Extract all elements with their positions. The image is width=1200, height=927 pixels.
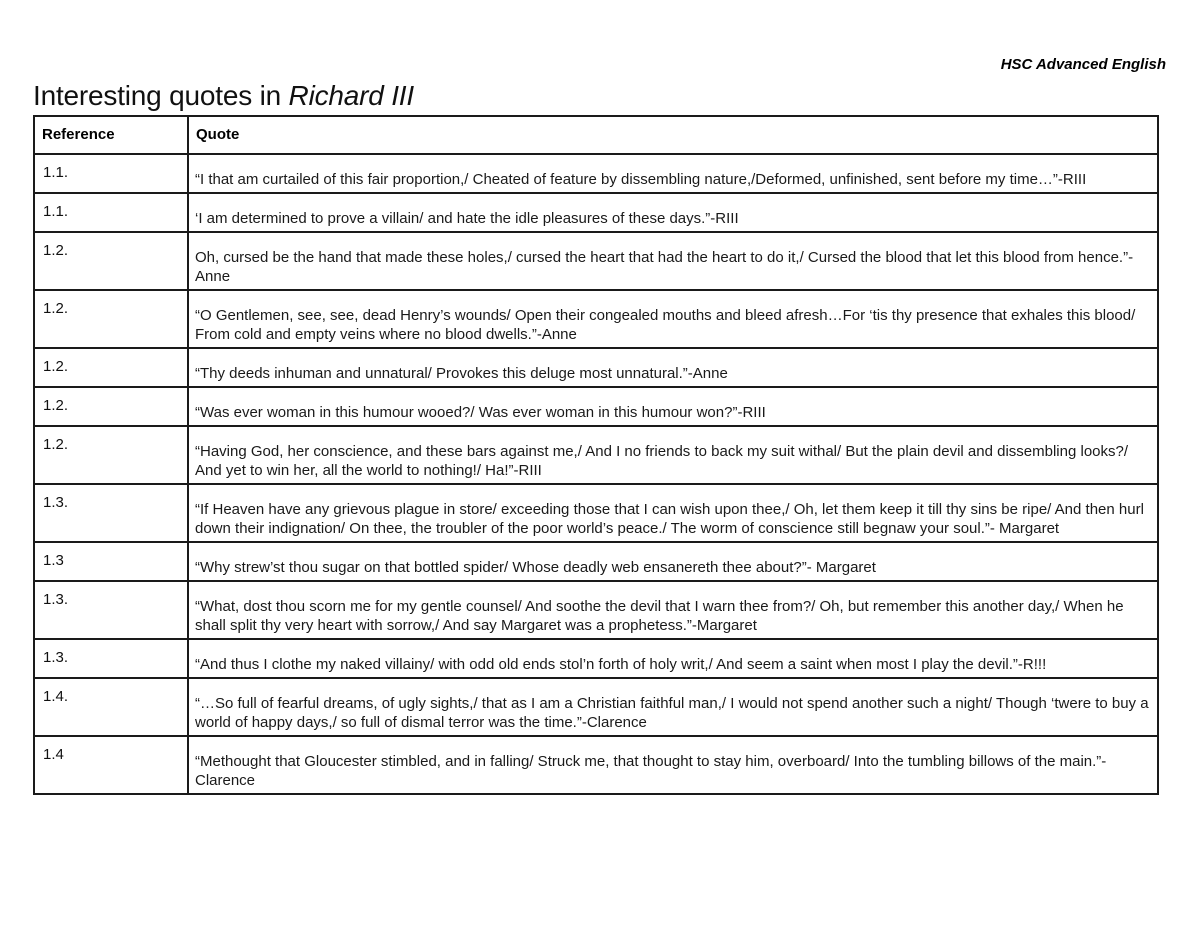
quote-column-header: Quote (188, 116, 1158, 154)
quote-cell: “…So full of fearful dreams, of ugly sights,/ that as I am a Christian faithful man,/ I would not spend another such a night/ Though ‘twere to buy a world of happy days,/ so full of dismal terror was the time.”-Clarence (188, 678, 1158, 736)
title-play-name: Richard III (288, 80, 414, 111)
reference-cell: 1.2. (34, 387, 188, 426)
reference-cell: 1.3 (34, 542, 188, 581)
reference-cell: 1.2. (34, 348, 188, 387)
reference-cell: 1.3. (34, 484, 188, 542)
quote-cell: “Was ever woman in this humour wooed?/ Was ever woman in this humour won?”-RIII (188, 387, 1158, 426)
table-row (34, 232, 1158, 290)
quote-cell: “Methought that Gloucester stimbled, and in falling/ Struck me, that thought to stay him, overboard/ Into the tumbling billows of the main.”-Clarence (188, 736, 1158, 794)
table-row (34, 193, 1158, 232)
reference-cell: 1.2. (34, 426, 188, 484)
table-header-row (34, 116, 1158, 154)
reference-cell: 1.4. (34, 678, 188, 736)
reference-cell: 1.3. (34, 581, 188, 639)
quotes-table (33, 115, 1159, 795)
table-row (34, 387, 1158, 426)
table-row (34, 484, 1158, 542)
table-row (34, 426, 1158, 484)
reference-cell: 1.4 (34, 736, 188, 794)
quote-cell: “If Heaven have any grievous plague in store/ exceeding those that I can wish upon thee,/ Oh, let them keep it till thy sins be ripe/ And then hurl down their indignation/ On thee, the troubler of the poor world’s peace./ The worm of conscience still begnaw your soul.”- Margaret (188, 484, 1158, 542)
quote-cell: “What, dost thou scorn me for my gentle counsel/ And soothe the devil that I warn thee from?/ Oh, but remember this another day,/ When he shall split thy very heart with sorrow,/ And say Margaret was a prophetess.”-Margaret (188, 581, 1158, 639)
title-prefix: Interesting quotes in (33, 80, 289, 111)
quote-cell: “And thus I clothe my naked villainy/ with odd old ends stol’n forth of holy writ,/ And seem a saint when most I play the devil.”-R!!! (188, 639, 1158, 678)
table-row (34, 290, 1158, 348)
table-row (34, 736, 1158, 794)
table-row (34, 542, 1158, 581)
table-row (34, 154, 1158, 193)
quote-cell: ‘I am determined to prove a villain/ and hate the idle pleasures of these days.”-RIII (188, 193, 1158, 232)
quote-cell: “I that am curtailed of this fair proportion,/ Cheated of feature by dissembling nature,/Deformed, unfinished, sent before my time…”-RIII (188, 154, 1158, 193)
table-row (34, 639, 1158, 678)
quote-cell: Oh, cursed be the hand that made these holes,/ cursed the heart that had the heart to do it,/ Cursed the blood that let this blood from hence.”- Anne (188, 232, 1158, 290)
quote-cell: “Thy deeds inhuman and unnatural/ Provokes this deluge most unnatural.”-Anne (188, 348, 1158, 387)
reference-cell: 1.2. (34, 232, 188, 290)
quote-cell: “O Gentlemen, see, see, dead Henry’s wounds/ Open their congealed mouths and bleed afresh…For ‘tis thy presence that exhales this blood/ From cold and empty veins where no blood dwells.”-Anne (188, 290, 1158, 348)
reference-cell: 1.3. (34, 639, 188, 678)
table-row (34, 678, 1158, 736)
reference-cell: 1.2. (34, 290, 188, 348)
table-row (34, 348, 1158, 387)
reference-cell: 1.1. (34, 154, 188, 193)
course-label: HSC Advanced English (1000, 56, 1166, 73)
table-row (34, 581, 1158, 639)
quote-cell: “Having God, her conscience, and these bars against me,/ And I no friends to back my suit withal/ But the plain devil and dissembling looks?/ And yet to win her, all the world to nothing!/ Ha!”-RIII (188, 426, 1158, 484)
page-title (33, 80, 414, 112)
reference-column-header: Reference (34, 116, 188, 154)
reference-cell: 1.1. (34, 193, 188, 232)
quote-cell: “Why strew’st thou sugar on that bottled spider/ Whose deadly web ensanereth thee about?”- Margaret (188, 542, 1158, 581)
